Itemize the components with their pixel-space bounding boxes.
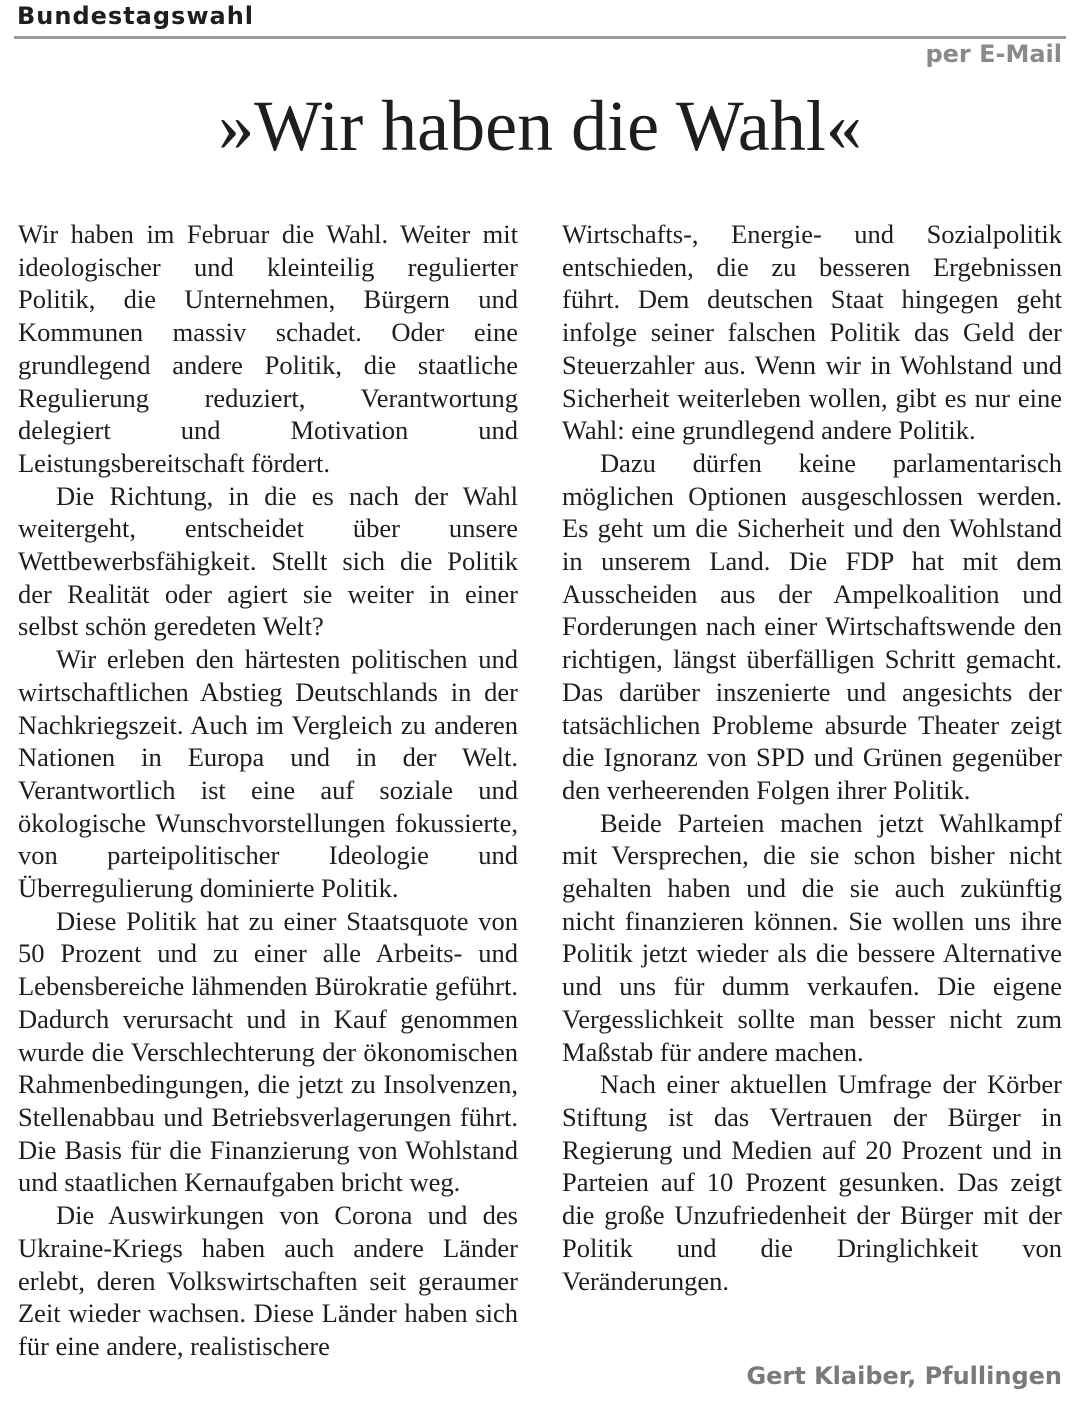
left-column xyxy=(18,218,518,1363)
paragraph: Die Richtung, in die es nach der Wahl weitergeht, entscheidet über unsere Wettbewerbsfähigkeit. Stellt sich die Politik der Realität oder agiert sie weiter in einer selbst schön geredeten Welt? xyxy=(18,480,518,642)
author-signature: Gert Klaiber, Pfullingen xyxy=(746,1362,1062,1390)
paragraph: Dazu dürfen keine parlamentarisch möglichen Optionen ausgeschlossen werden. Es geht um die Sicherheit und den Wohlstand in unserem Land. Die FDP hat mit dem Ausscheiden aus der Ampelkoalition und Forderungen nach einer Wirtschaftswende den richtigen, längst überfälligen Schritt gemacht. Das darüber inszenierte und angesichts der tatsächlichen Probleme absurde Theater zeigt die Ignoranz von SPD und Grünen gegenüber den verheerenden Folgen ihrer Politik. xyxy=(562,447,1062,805)
right-column xyxy=(562,218,1062,1297)
paragraph: Wir erleben den härtesten politischen und wirtschaftlichen Abstieg Deutschlands in der Nachkriegszeit. Auch im Vergleich zu anderen Nationen in Europa und in der Welt. Verantwortlich ist eine auf soziale und ökologische Wunschvorstellungen fokussierte, von parteipolitischer Ideologie und Überregulierung dominierte Politik. xyxy=(18,644,518,904)
paragraph: Wirtschafts-, Energie- und Sozialpolitik entschieden, die zu besseren Ergebnissen führt. Dem deutschen Staat hingegen geht infolge seiner falschen Politik das Geld der Steuerzahler aus. Wenn wir in Wohlstand und Sicherheit weiterleben wollen, gibt es nur eine Wahl: eine grundlegend andere Politik. xyxy=(562,219,1062,446)
headline: »Wir haben die Wahl« xyxy=(218,86,862,166)
paragraph: Diese Politik hat zu einer Staatsquote von 50 Prozent und zu einer alle Arbeits- und Lebensbereiche lähmenden Bürokratie geführt. Dadurch verursacht und in Kauf genommen wurde die Verschlechterung der ökonomischen Rahmenbedingungen, die jetzt zu Insolvenzen, Stellenabbau und Betriebsverlagerungen führt. Die Basis für die Finanzierung von Wohlstand und staatlichen Kernaufgaben bricht weg. xyxy=(18,905,518,1198)
header-rule xyxy=(14,36,1066,39)
section-rubric: Bundestagswahl xyxy=(17,2,255,30)
paragraph: Beide Parteien machen jetzt Wahlkampf mit Versprechen, die sie schon bisher nicht gehalten haben und die sie auch zukünftig nicht finanzieren können. Sie wollen uns ihre Politik jetzt wieder als die bessere Alternative und uns für dumm verkaufen. Die eigene Vergesslichkeit sollte man besser nicht zum Maßstab für andere machen. xyxy=(562,807,1062,1067)
paragraph: Nach einer aktuellen Umfrage der Körber Stiftung ist das Vertrauen der Bürger in Regierung und Medien auf 20 Prozent und in Parteien auf 10 Prozent gesunken. Das zeigt die große Unzufriedenheit der Bürger mit der Politik und die Dringlichkeit von Veränderungen. xyxy=(562,1069,1062,1296)
submission-channel: per E-Mail xyxy=(925,40,1062,68)
paragraph: Wir haben im Februar die Wahl. Weiter mit ideologischer und kleinteilig regulierter Politik, die Unternehmen, Bürgern und Kommunen massiv schadet. Oder eine grundlegend andere Politik, die staatliche Regulierung reduziert, Verantwortung delegiert und Motivation und Leistungsbereitschaft fördert. xyxy=(18,219,518,478)
paragraph: Die Auswirkungen von Corona und des Ukraine-Kriegs haben auch andere Länder erlebt, deren Volkswirtschaften seit geraumer Zeit wieder wachsen. Diese Länder haben sich für eine andere, realistischere xyxy=(18,1200,518,1361)
